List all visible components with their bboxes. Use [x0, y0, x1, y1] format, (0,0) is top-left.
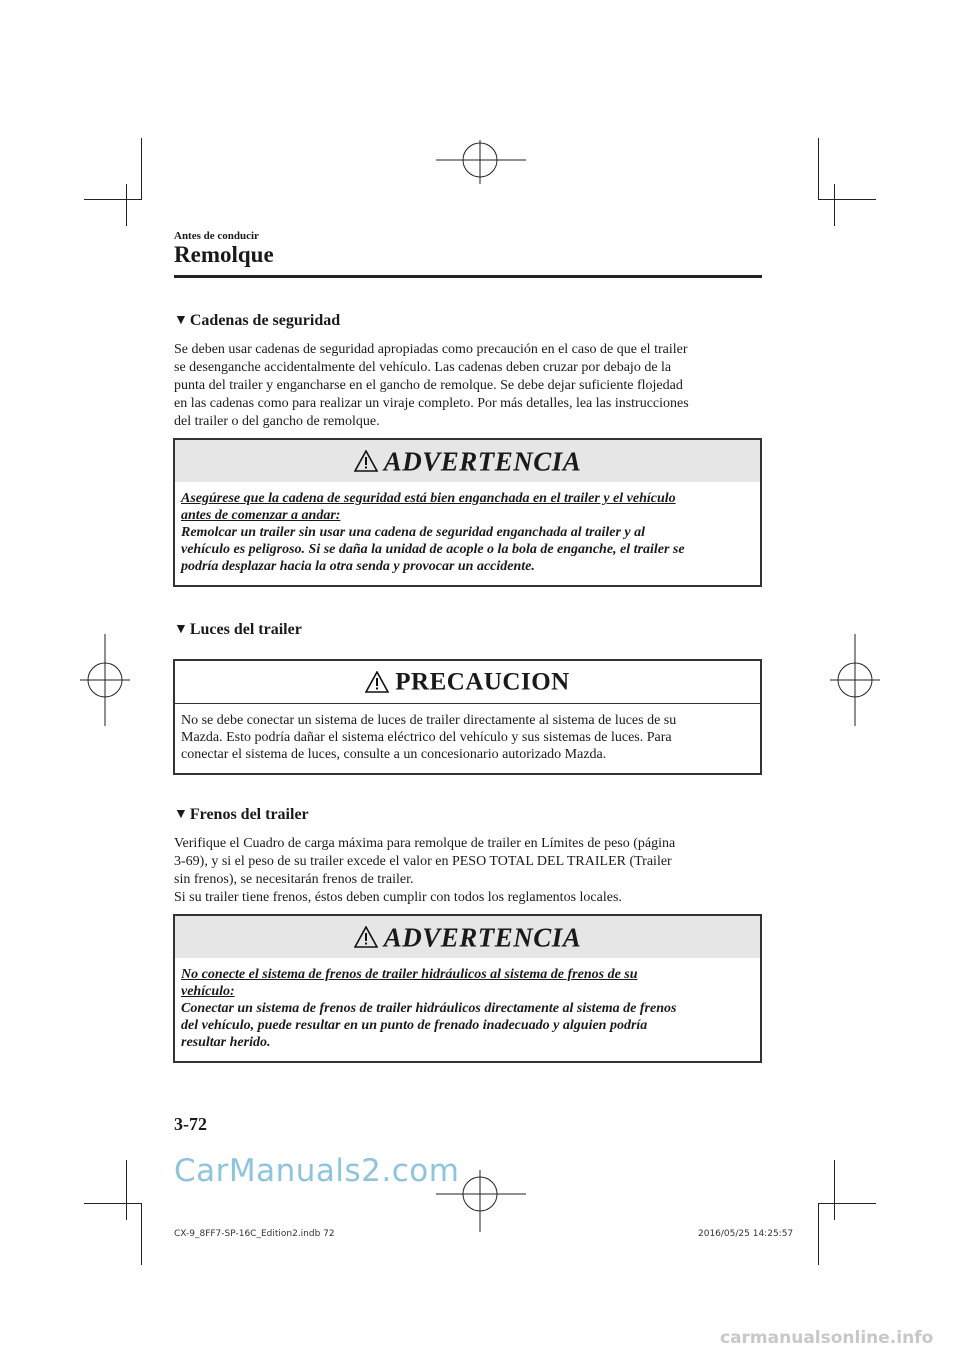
registration-mark-left	[80, 634, 130, 726]
warning-text: Asegúrese que la cadena de seguridad está bien enganchada en el trailer y el vehículo antes de comenzar a andar: Remolcar un trailer sin usar una cadena de seguridad enganchada al trailer y al vehículo es peligroso. Si se daña la unidad de acople o la bola de enganche, el trailer se podría desplazar hacia la otra senda y provocar un accidente.	[181, 491, 685, 574]
heading-trailer-lights: ▼ Luces del trailer	[174, 621, 302, 638]
safety-chains-body: Se deben usar cadenas de seguridad apropiadas como precaución en el caso de que el trailer se desenganche accidentalmente del vehículo. Las cadenas deben cruzar por debajo de la punta del trailer y engancharse en el gancho de remolque. Se debe dejar suficiente flojedad en las cadenas como para realizar un viraje completo. Por más detalles, lea las instrucciones del trailer o del gancho de remolque.	[174, 342, 689, 429]
warning-text: No conecte el sistema de frenos de trailer hidráulicos al sistema de frenos de su vehículo: Conectar un sistema de frenos de trailer hidráulicos directamente al sistema de frenos del vehículo, puede resultar en un punto de frenado inadecuado y alguien podría resultar herido.	[181, 967, 677, 1050]
page-title: Remolque	[174, 242, 274, 267]
heading-safety-chains: ▼ Cadenas de seguridad	[174, 312, 341, 329]
warning-box-trailer-brakes	[173, 914, 762, 1063]
footer-timestamp: 2016/05/25 14:25:57	[698, 1229, 794, 1239]
footer-file-info: CX-9_8FF7-SP-16C_Edition2.indb 72	[174, 1229, 335, 1239]
warning-triangle-icon	[365, 671, 389, 693]
caution-box-trailer-lights	[173, 659, 762, 775]
title-divider	[174, 275, 762, 278]
warning-triangle-icon	[354, 450, 378, 472]
registration-mark-top	[436, 140, 526, 184]
warning-header	[175, 916, 760, 958]
section-label: Antes de conducir	[174, 230, 259, 242]
warning-title: ADVERTENCIA	[383, 446, 582, 477]
registration-mark-right	[830, 634, 880, 726]
heading-trailer-brakes: ▼ Frenos del trailer	[174, 806, 309, 823]
warning-triangle-icon	[354, 926, 378, 948]
down-triangle-icon: ▼	[174, 313, 188, 328]
warning-header	[175, 440, 760, 482]
page-number: 3-72	[174, 1114, 207, 1134]
down-triangle-icon: ▼	[174, 622, 188, 637]
caution-title: PRECAUCION	[395, 668, 570, 696]
watermark-logo: CarManuals2.com	[174, 1153, 460, 1189]
warning-box-safety-chains	[173, 438, 762, 587]
trailer-brakes-body: Verifique el Cuadro de carga máxima para remolque de trailer en Límites de peso (página 3-69), y si el peso de su trailer excede el valor en PESO TOTAL DEL TRAILER (Trailer sin frenos), se necesitarán frenos de trailer. Si su trailer tiene frenos, éstos deben cumplir con todos los reglamentos locales.	[174, 836, 676, 905]
warning-title: ADVERTENCIA	[383, 922, 582, 953]
site-credit: carmanualsonline.info	[720, 1328, 934, 1348]
caution-header	[175, 661, 760, 704]
caution-text: No se debe conectar un sistema de luces de trailer directamente al sistema de luces de su Mazda. Esto podría dañar el sistema eléctrico del vehículo y sus sistemas de luces. Para conectar el sistema de luces, consulte a un concesionario autorizado Mazda.	[181, 713, 677, 762]
down-triangle-icon: ▼	[174, 807, 188, 822]
